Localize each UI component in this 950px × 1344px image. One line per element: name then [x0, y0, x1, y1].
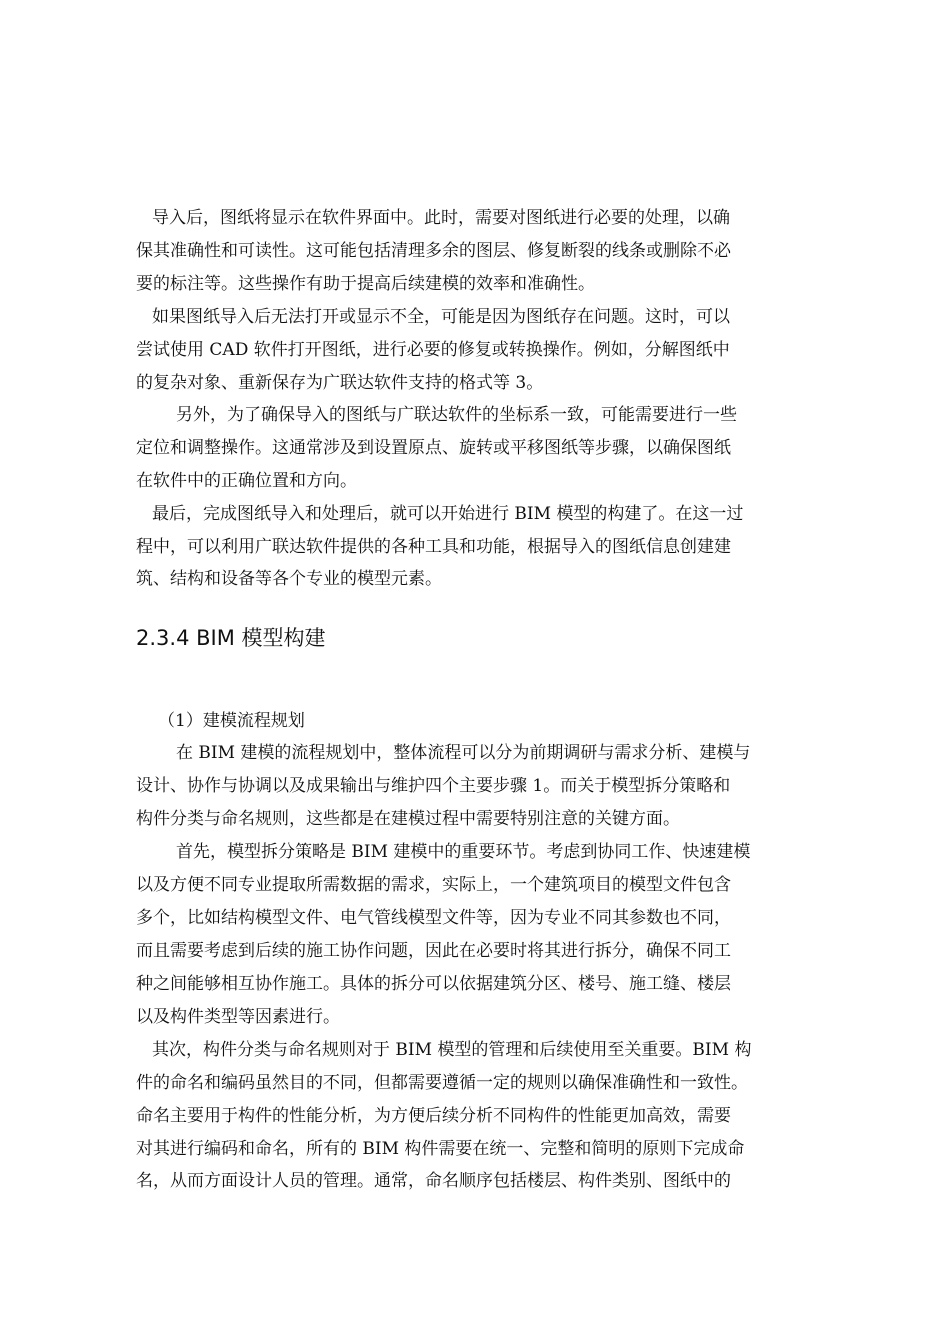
text-line: 命名主要用于构件的性能分析，为方便后续分析不同构件的性能更加高效，需要 — [136, 1106, 731, 1126]
text-line: 对其进行编码和命名，所有的 BIM 构件需要在统一、完整和简明的原则下完成命 — [136, 1139, 745, 1159]
text-line: 程中，可以利用广联达软件提供的各种工具和功能，根据导入的图纸信息创建建 — [136, 537, 731, 557]
text-line: 构件分类与命名规则，这些都是在建模过程中需要特别注意的关键方面。 — [136, 809, 680, 829]
text-line: 定位和调整操作。这通常涉及到设置原点、旋转或平移图纸等步骤，以确保图纸 — [136, 438, 731, 458]
text-line: 的复杂对象、重新保存为广联达软件支持的格式等 3。 — [136, 373, 544, 393]
text-line: 首先，模型拆分策略是 BIM 建模中的重要环节。考虑到协同工作、快速建模 — [176, 842, 751, 862]
text-line: 最后，完成图纸导入和处理后，就可以开始进行 BIM 模型的构建了。在这一过 — [152, 504, 744, 524]
text-line: 在 BIM 建模的流程规划中，整体流程可以分为前期调研与需求分析、建模与 — [176, 743, 751, 763]
text-line: 以及方便不同专业提取所需数据的需求，实际上，一个建筑项目的模型文件包含 — [136, 875, 731, 895]
text-line: 件的命名和编码虽然目的不同，但都需要遵循一定的规则以确保准确性和一致性。 — [136, 1073, 748, 1093]
text-line: 筑、结构和设备等各个专业的模型元素。 — [136, 569, 442, 589]
text-line: 而且需要考虑到后续的施工协作问题，因此在必要时将其进行拆分，确保不同工 — [136, 941, 731, 961]
text-line: 其次，构件分类与命名规则对于 BIM 模型的管理和后续使用至关重要。BIM 构 — [152, 1040, 752, 1060]
text-line: 多个，比如结构模型文件、电气管线模型文件等，因为专业不同其参数也不同， — [136, 908, 731, 928]
text-line: 名，从而方面设计人员的管理。通常，命名顺序包括楼层、构件类别、图纸中的 — [136, 1171, 731, 1191]
text-line: 种之间能够相互协作施工。具体的拆分可以依据建筑分区、楼号、施工缝、楼层 — [136, 974, 731, 994]
section-heading: 2.3.4 BIM 模型构建 — [136, 626, 326, 650]
text-line: 设计、协作与协调以及成果输出与维护四个主要步骤 1。而关于模型拆分策略和 — [136, 776, 731, 796]
text-line: 另外，为了确保导入的图纸与广联达软件的坐标系一致，可能需要进行一些 — [176, 405, 737, 425]
subsection-heading: （1）建模流程规划 — [158, 711, 305, 731]
text-line: 要的标注等。这些操作有助于提高后续建模的效率和准确性。 — [136, 274, 595, 294]
text-line: 保其准确性和可读性。这可能包括清理多余的图层、修复断裂的线条或删除不必 — [136, 241, 731, 261]
text-line: 在软件中的正确位置和方向。 — [136, 471, 357, 491]
text-line: 导入后，图纸将显示在软件界面中。此时，需要对图纸进行必要的处理，以确 — [152, 208, 730, 228]
text-line: 如果图纸导入后无法打开或显示不全，可能是因为图纸存在问题。这时，可以 — [152, 307, 730, 327]
text-line: 以及构件类型等因素进行。 — [136, 1007, 340, 1027]
text-line: 尝试使用 CAD 软件打开图纸，进行必要的修复或转换操作。例如，分解图纸中 — [136, 340, 730, 360]
